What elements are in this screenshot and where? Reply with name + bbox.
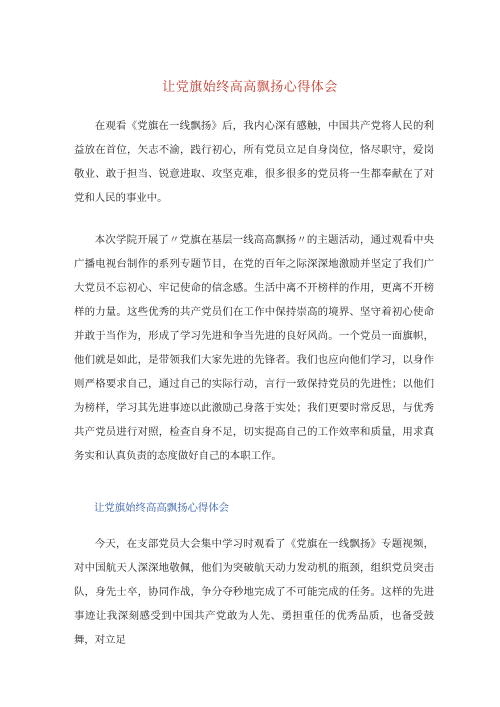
document-title: 让党旗始终高高飘扬心得体会 [162,80,338,95]
paragraph-2: 本次学院开展了〃党旗在基层一线高高飘扬〃的主题活动，通过观看中央广播电视台制作的系列专题节目，在党的百年之际深深地激励并坚定了我们广大党员不忘初心、牢记使命的信念感。生活中离不开榜样的作用，更离不开榜样的力量。这些优秀的共产党员们在工作中保持崇高的境界、坚守着初心使命并敢于当作为，形成了学习先进和争当先进的良好风尚。一个党员一面旗帜，他们就是如此，是带领我们大家先进的先锋者。我们也应向他们学习，以身作则严格要求自己，通过自己的实际行动，言行一致保持党员的先进性；以他们为榜样，学习其先进事迹以此激励己身落于实处；我们更要时常反思，与优秀共产党员进行对照，检查自身不足，切实提高自己的工作效率和质量，用求真务实和认真负责的态度做好自己的本职工作。 [74,234,434,462]
section-subtitle: 让党旗始终高高飘扬心得体会 [94,502,230,514]
paragraph-3: 今天，在支部党员大会集中学习时观看了《党旗在一线飘扬》专题视频，对中国航天人深深地敬佩，他们为突破航天动力发动机的瓶颈，组织党员突击队，身先士卒，协同作战，争分夺秒地完成了不可能完成的任务。这样的先进事迹让我深刻感受到中国共产党敢为人先、勇担重任的优秀品质，也备受鼓舞，对立足 [74,538,434,646]
paragraph-1: 在观看《党旗在一线飘扬》后，我内心深有感触，中国共产党将人民的利益放在首位，矢志不渝，践行初心，所有党员立足自身岗位，恪尽职守，爱岗敬业、敢于担当、锐意进取、攻坚克难，很多很多的党员将一生都奉献在了对党和人民的事业中。 [74,120,434,204]
